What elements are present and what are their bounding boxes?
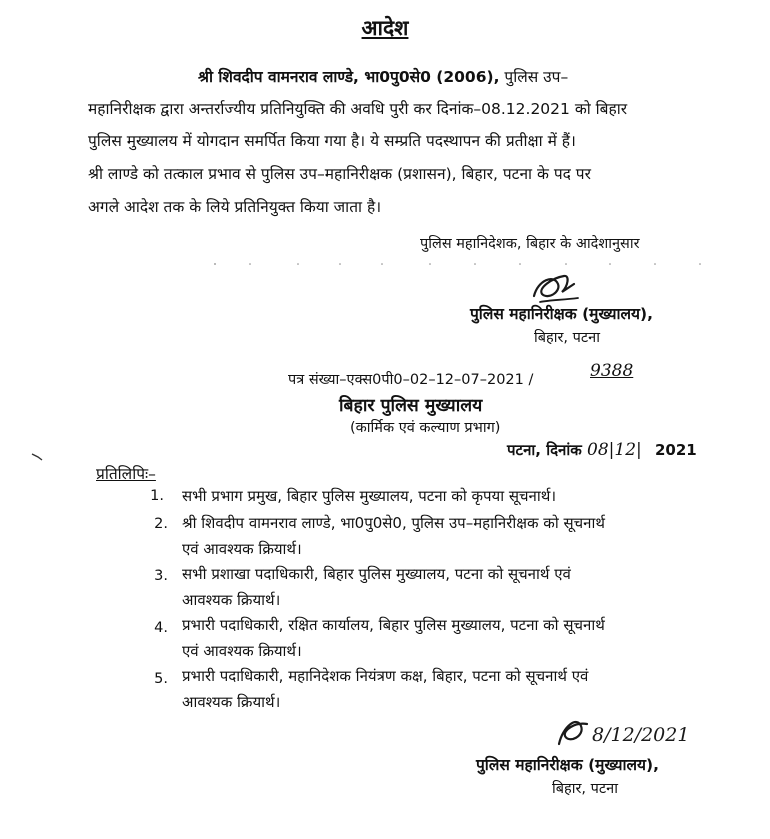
list-item-number: 1.: [150, 488, 164, 504]
body-line-1: [198, 70, 568, 86]
signatory-2-designation: पुलिस महानिरीक्षक (मुख्यालय),: [476, 756, 659, 774]
document-title: आदेश: [361, 16, 409, 40]
scan-mark: [30, 452, 44, 462]
date-year: 2021: [654, 441, 697, 459]
list-item-text: एवं आवश्यक क्रियार्थ।: [182, 642, 302, 660]
signatory-1-designation: पुलिस महानिरीक्षक (मुख्यालय),: [470, 305, 653, 323]
list-item-number: 3.: [154, 568, 168, 584]
body-line-1-rest: पुलिस उप–: [504, 68, 569, 86]
body-line-5: अगले आदेश तक के लिये प्रतिनियुक्त किया जाता है।: [88, 198, 382, 216]
signatory-1-location: बिहार, पटना: [534, 330, 600, 346]
copy-heading: प्रतिलिपिः–: [96, 465, 156, 483]
list-item-text: आवश्यक क्रियार्थ।: [182, 693, 281, 711]
body-line-4: श्री लाण्डे को तत्काल प्रभाव से पुलिस उप–महानिरीक्षक (प्रशासन), बिहार, पटना के पद पर: [88, 165, 591, 183]
officer-name-bold: श्री शिवदीप वामनराव लाण्डे, भा0पु0से0 (2006),: [198, 68, 500, 86]
list-item-text: प्रभारी पदाधिकारी, महानिदेशक नियंत्रण कक्ष, बिहार, पटना को सूचनार्थ एवं: [182, 667, 589, 685]
list-item-text: सभी प्रभाग प्रमुख, बिहार पुलिस मुख्यालय, पटना को कृपया सूचनार्थ।: [182, 487, 557, 505]
signatory-2-location: बिहार, पटना: [552, 781, 618, 797]
date-handwritten: 08|12|: [587, 440, 642, 460]
date-label: पटना, दिनांक: [507, 441, 582, 459]
list-item-number: 4.: [154, 620, 168, 636]
list-item-text: एवं आवश्यक क्रियार्थ।: [182, 540, 302, 558]
body-line-2: महानिरीक्षक द्वारा अन्तर्राज्यीय प्रतिनियुक्ति की अवधि पुरी कर दिनांक–08.12.2021 को बिहार: [88, 100, 628, 118]
list-item-number: 5.: [154, 671, 168, 687]
authority-line: पुलिस महानिदेशक, बिहार के आदेशानुसार: [420, 236, 640, 252]
body-line-3: पुलिस मुख्यालय में योगदान समर्पित किया गया है। ये सम्प्रति पदस्थापन की प्रतीक्षा में हैं।: [88, 132, 576, 150]
list-item-text: सभी प्रशाखा पदाधिकारी, बिहार पुलिस मुख्यालय, पटना को सूचनार्थ एवं: [182, 565, 571, 583]
date-line: [507, 440, 697, 460]
signature-2-handwritten-date: 8/12/2021: [592, 724, 690, 746]
list-item-text: प्रभारी पदाधिकारी, रक्षित कार्यालय, बिहार पुलिस मुख्यालय, पटना को सूचनार्थ: [182, 616, 605, 634]
list-item-text: आवश्यक क्रियार्थ।: [182, 591, 281, 609]
letter-number-handwritten: 9388: [590, 361, 634, 381]
list-item-text: श्री शिवदीप वामनराव लाण्डे, भा0पु0से0, पुलिस उप–महानिरीक्षक को सूचनार्थ: [182, 514, 605, 532]
signature-2: [555, 710, 595, 754]
division-name: (कार्मिक एवं कल्याण प्रभाग): [350, 420, 501, 436]
letter-number-label: पत्र संख्या–एक्स0पी0–02–12–07–2021 /: [288, 372, 534, 388]
office-name: बिहार पुलिस मुख्यालय: [339, 396, 483, 416]
scan-artifact: [210, 262, 710, 266]
list-item-number: 2.: [154, 516, 168, 532]
